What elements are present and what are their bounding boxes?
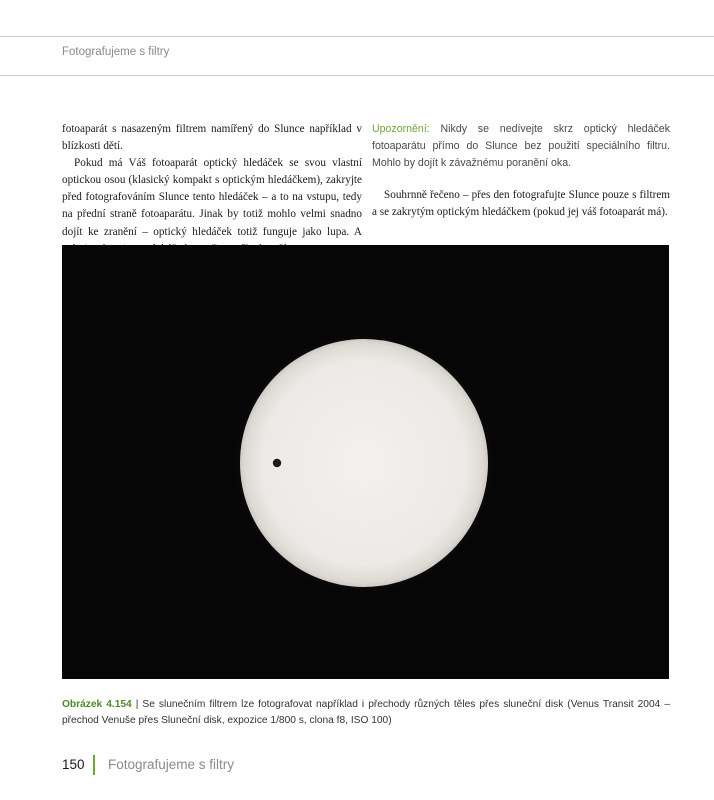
- warning-note: [372, 121, 670, 171]
- figure-caption-text: Se slunečním filtrem lze fotografovat například i přechody různých těles přes sluneční disk (Venus Transit 2004 – přechod Venuše přes Sluneční disk, expozice 1/800 s, clona f8, ISO 100): [62, 699, 670, 727]
- figure-separator: |: [131, 699, 143, 710]
- figure-label: Obrázek 4.154: [62, 699, 132, 710]
- running-header: Fotografujeme s filtry: [62, 46, 170, 58]
- figure-caption: [62, 697, 670, 729]
- venus-transit-photo: [62, 245, 669, 679]
- sun-image: [62, 245, 669, 679]
- warning-label: Upozornění:: [372, 123, 430, 135]
- footer-title: Fotografujeme s filtry: [108, 757, 235, 772]
- page-number: 150: [62, 757, 85, 772]
- header-bottom-rule: [0, 75, 714, 76]
- header-top-rule: [0, 36, 714, 37]
- footer-divider: [93, 755, 95, 775]
- summary-paragraph: Souhrnně řečeno – přes den fotografujte Slunce pouze s filtrem a se zakrytým optickým hledáčkem (pokud jej váš fotoaparát má).: [372, 189, 670, 219]
- left-paragraph-2: Pokud má Váš fotoaparát optický hledáček se svou vlastní optickou osou (klasický kompakt s optickým hledáčkem), zakryjte před fotografováním Slunce tento hledáček – a to na vstupu, tedy na přední straně fotoaparátu. Jinak by totiž mohlo velmi snadno dojít ke zranění – optický hledáček totiž funguje jako lupa. A: [62, 157, 362, 238]
- warning-text: Nikdy se nedívejte skrz optický hledáček fotoaparátu přímo do Slunce bez použití speciálního filtru. Mohlo by dojít k závažnému poranění oka.: [372, 123, 670, 169]
- right-text-column: [372, 121, 670, 222]
- left-text-column: [62, 121, 362, 258]
- venus-dot: [273, 459, 281, 467]
- left-paragraph-1: fotoaparát s nasazeným filtrem namířený do Slunce například v blízkosti dětí.: [62, 123, 362, 153]
